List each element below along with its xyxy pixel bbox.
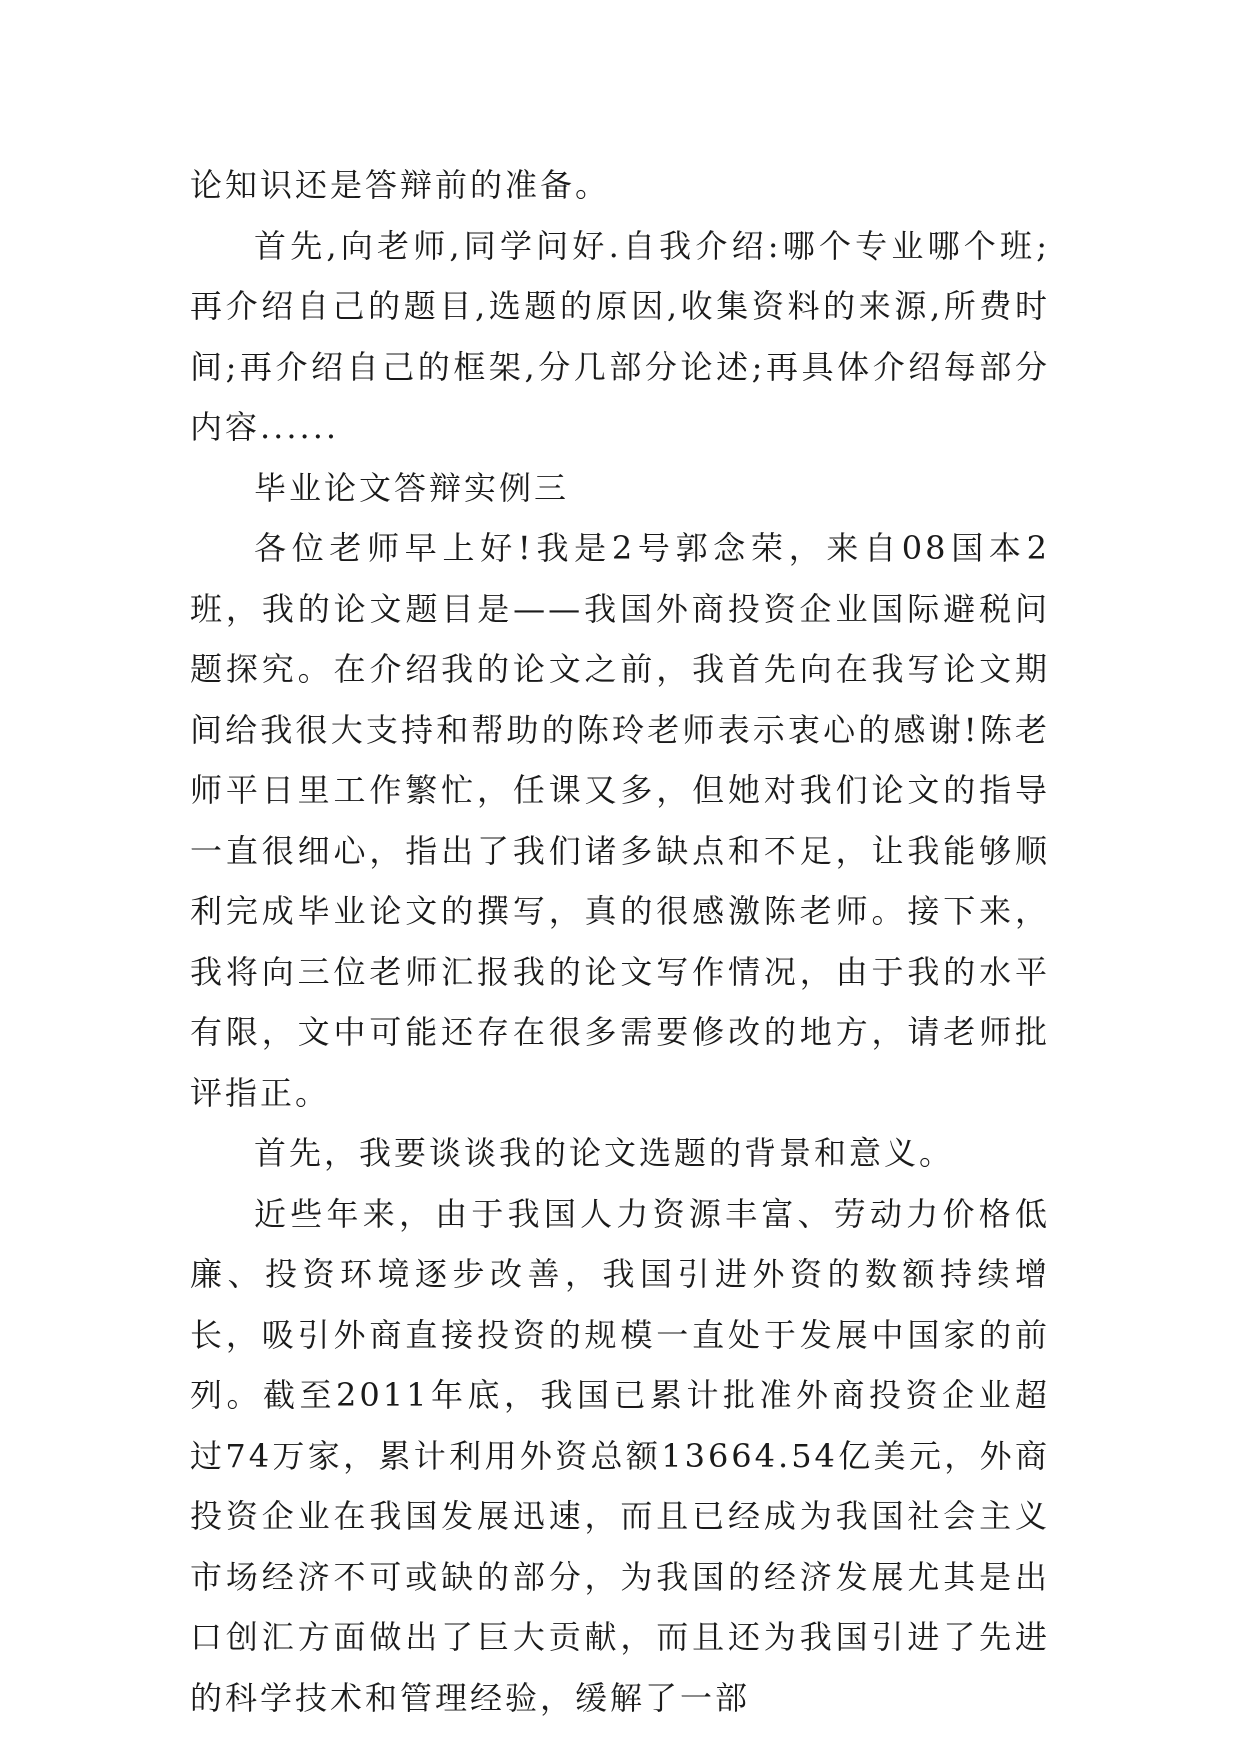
paragraph: 首先，我要谈谈我的论文选题的背景和意义。 bbox=[254, 1134, 955, 1172]
document-body bbox=[190, 155, 1050, 1728]
section-heading: 毕业论文答辩实例三 bbox=[254, 468, 570, 507]
paragraph: 论知识还是答辩前的准备。 bbox=[190, 166, 611, 204]
paragraph: 各位老师早上好!我是2号郭念荣，来自08国本2班，我的论文题目是——我国外商投资企业国际避税问题探究。在介绍我的论文之前，我首先向在我写论文期间给我很大支持和帮助的陈玲老师表示衷心的感谢!陈老师平日里工作繁忙，任课又多，但她对我们论文的指导一直很细心，指出了我们诸多缺点和不足，让我能够顺利完成毕业论文的撰写，真的很感激陈老师。接下来，我将向三位老师汇报我的论文写作情况，由于我的水平有限，文中可能还存在很多需要修改的地方，请老师批评指正。 bbox=[190, 529, 1050, 1112]
paragraph: 首先,向老师,同学问好.自我介绍:哪个专业哪个班;再介绍自己的题目,选题的原因,收集资料的来源,所费时间;再介绍自己的框架,分几部分论述;再具体介绍每部分内容...... bbox=[190, 226, 1050, 446]
paragraph: 近些年来，由于我国人力资源丰富、劳动力价格低廉、投资环境逐步改善，我国引进外资的数额持续增长，吸引外商直接投资的规模一直处于发展中国家的前列。截至2011年底，我国已累计批准外商投资企业超过74万家，累计利用外资总额13664.54亿美元，外商投资企业在我国发展迅速，而且已经成为我国社会主义市场经济不可或缺的部分，为我国的经济发展尤其是出口创汇方面做出了巨大贡献，而且还为我国引进了先进的科学技术和管理经验，缓解了一部 bbox=[190, 1194, 1050, 1717]
